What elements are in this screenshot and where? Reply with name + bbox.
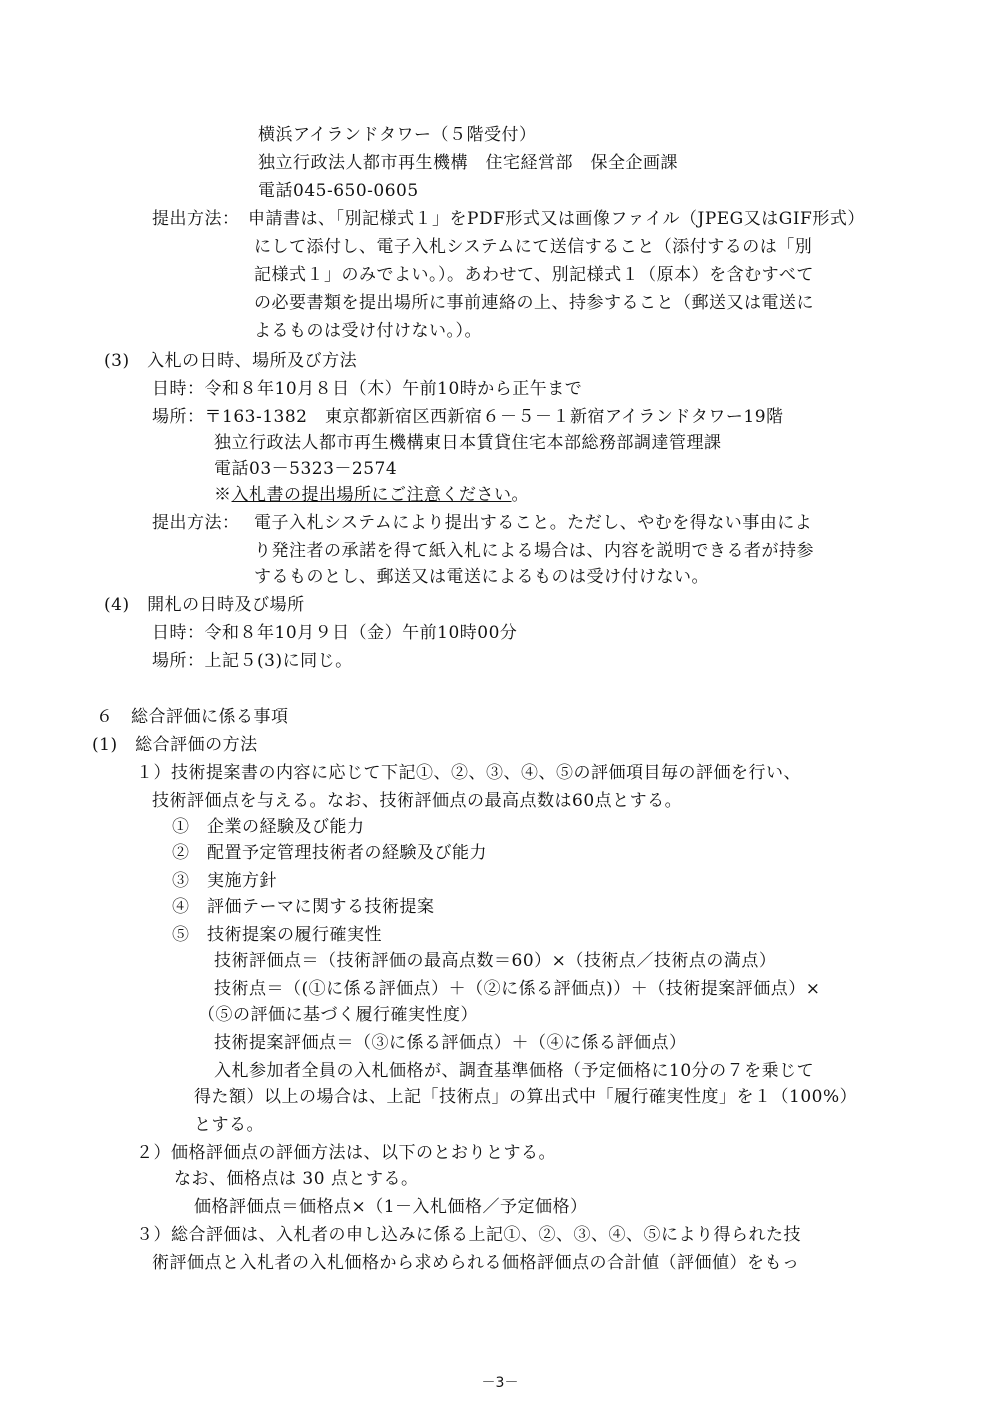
note-line-2: 得た額）以上の場合は、上記「技術点」の算出式中「履行確実性度」を１（100%）: [194, 1087, 858, 1107]
criterion-4: ④ 評価テーマに関する技術提案: [172, 897, 435, 917]
note-line-1: 入札参加者全員の入札価格が、調査基準価格（予定価格に10分の７を乗じて: [214, 1061, 815, 1081]
section-3-date: 日時：令和８年10月８日（木）午前10時から正午まで: [152, 379, 583, 399]
item-1-line-2: 技術評価点を与える。なお、技術評価点の最高点数は60点とする。: [152, 791, 683, 811]
submission-method-line-1: 申請書は、「別記様式１」をPDF形式又は画像ファイル（JPEG又はGIF形式）: [248, 209, 865, 229]
formula-1: 技術評価点＝（技術評価の最高点数＝60）×（技術点／技術点の満点）: [214, 951, 777, 971]
submission-method-line-2: にして添付し、電子入札システムにて送信すること（添付するのは「別: [254, 237, 813, 257]
item-3-line-1: ３）総合評価は、入札者の申し込みに係る上記①、②、③、④、⑤により得られた技: [136, 1225, 801, 1245]
section-4-date: 日時：令和８年10月９日（金）午前10時00分: [152, 623, 518, 643]
page-number: －3－: [481, 1375, 519, 1391]
section-4-heading: (4) 開札の日時及び場所: [104, 595, 305, 615]
section-3-method-line-1: 電子入札システムにより提出すること。ただし、やむを得ない事由によ: [254, 513, 813, 533]
note-mark: ※: [214, 485, 232, 505]
section-3-place-org: 独立行政法人都市再生機構東日本賃貸住宅本部総務部調達管理課: [214, 433, 722, 453]
section-6-sub-1: (1) 総合評価の方法: [92, 735, 258, 755]
criterion-2: ② 配置予定管理技術者の経験及び能力: [172, 843, 487, 863]
item-3-line-2: 術評価点と入札者の入札価格から求められる価格評価点の合計値（評価値）をもっ: [152, 1253, 800, 1273]
section-4-place: 場所：上記５(3)に同じ。: [152, 651, 353, 671]
formula-2a: 技術点＝（(①に係る評価点）＋（②に係る評価点)）＋（技術提案評価点）×: [214, 979, 821, 999]
section-3-method-line-3: するものとし、郵送又は電送によるものは受け付けない。: [254, 567, 709, 587]
item-1-line-1: １）技術提案書の内容に応じて下記①、②、③、④、⑤の評価項目毎の評価を行い、: [136, 763, 801, 783]
section-3-method-line-2: り発注者の承諾を得て紙入札による場合は、内容を説明できる者が持参: [254, 541, 814, 561]
criterion-5: ⑤ 技術提案の履行確実性: [172, 925, 382, 945]
formula-3: 技術提案評価点＝（③に係る評価点）＋（④に係る評価点）: [214, 1033, 687, 1053]
item-2-formula: 価格評価点＝価格点×（1－入札価格／予定価格）: [194, 1197, 588, 1217]
section-3-method-label: 提出方法：: [152, 513, 240, 533]
section-3-place-tel: 電話03－5323－2574: [214, 459, 398, 479]
section-3-note: [214, 484, 529, 506]
contact-line-2: 独立行政法人都市再生機構 住宅経営部 保全企画課: [258, 153, 678, 173]
criterion-1: ① 企業の経験及び能力: [172, 817, 365, 837]
formula-2b: （⑤の評価に基づく履行確実性度）: [198, 1005, 478, 1025]
contact-line-1: 横浜アイランドタワー（５階受付）: [258, 125, 537, 145]
submission-method-line-5: よるものは受け付けない。）。: [254, 321, 482, 341]
submission-method-label: 提出方法：: [152, 209, 240, 229]
note-end: 。: [511, 485, 529, 505]
criterion-3: ③ 実施方針: [172, 871, 277, 891]
section-3-place: 場所：〒163-1382 東京都新宿区西新宿６－５－１新宿アイランドタワー19階: [152, 407, 784, 427]
section-6-heading: ６ 総合評価に係る事項: [96, 707, 289, 727]
section-3-heading: (3) 入札の日時、場所及び方法: [104, 351, 358, 371]
contact-line-3: 電話045-650-0605: [258, 181, 419, 201]
note-text: 入札書の提出場所にご注意ください: [231, 485, 512, 505]
item-2-line-2: なお、価格点は 30 点とする。: [174, 1169, 419, 1189]
item-2-line-1: ２）価格評価点の評価方法は、以下のとおりとする。: [136, 1143, 556, 1163]
submission-method-line-3: 記様式１」のみでよい。）。あわせて、別記様式１（原本）を含むすべて: [254, 265, 814, 285]
note-line-3: とする。: [194, 1115, 264, 1135]
submission-method-line-4: の必要書類を提出場所に事前連絡の上、持参すること（郵送又は電送に: [254, 293, 814, 313]
